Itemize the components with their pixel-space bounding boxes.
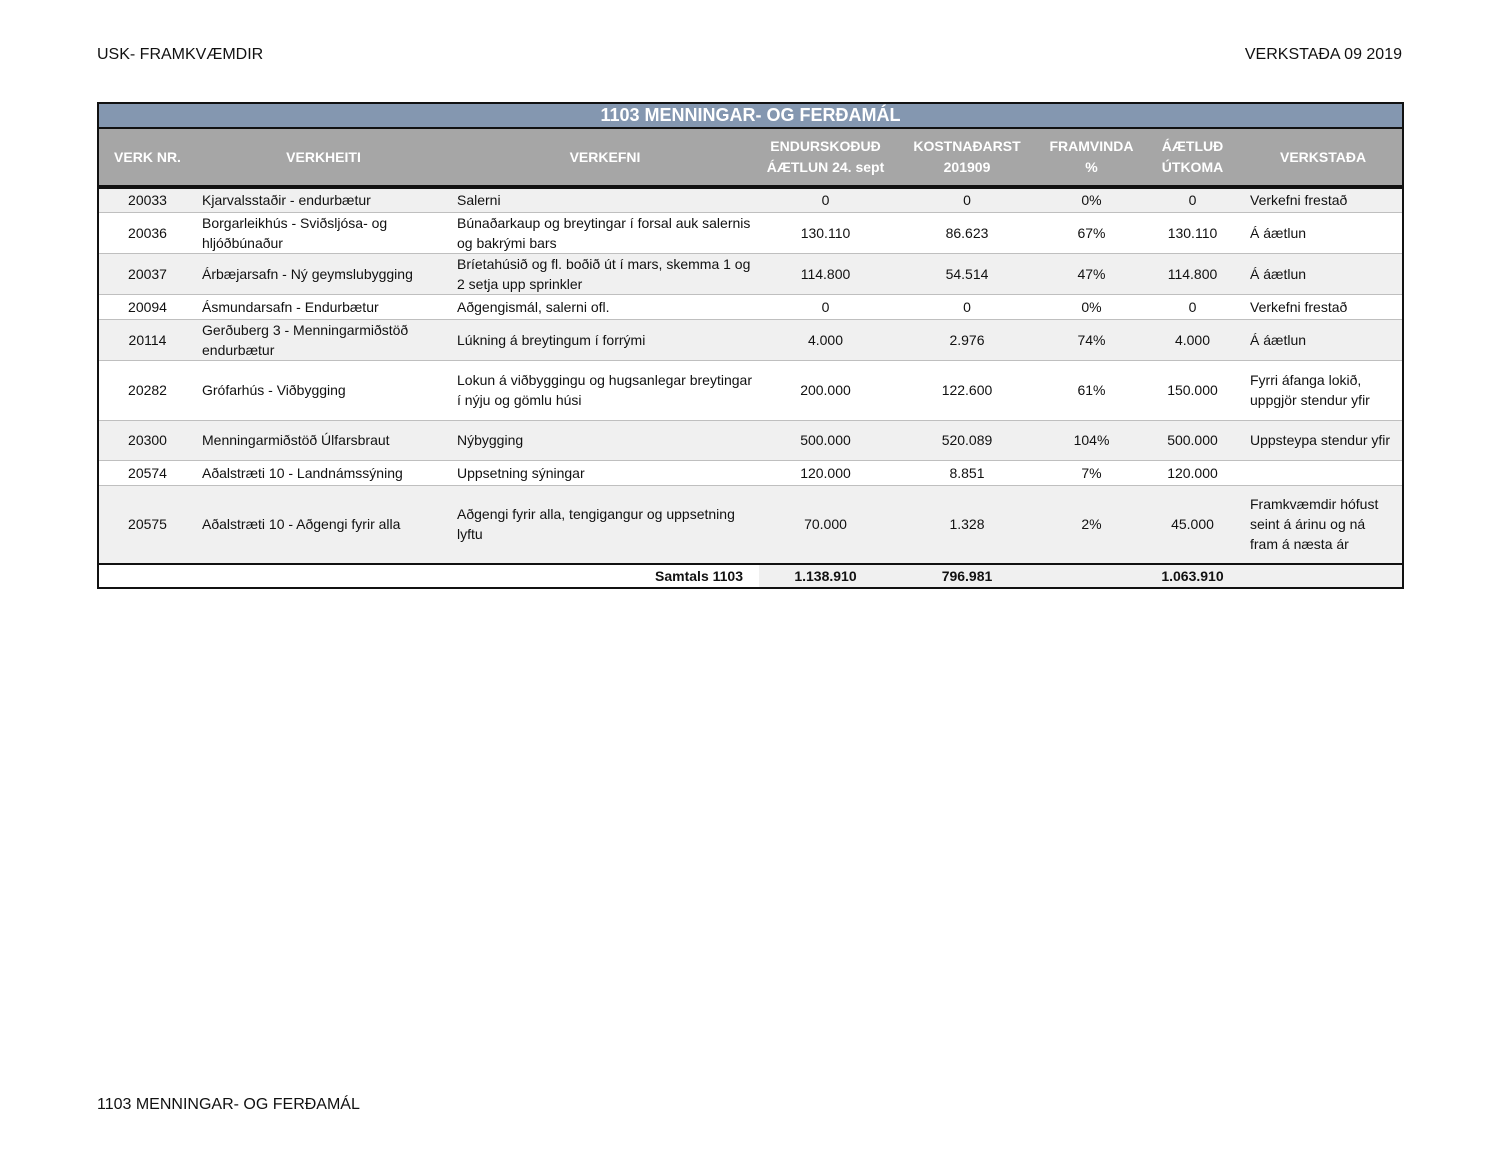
cell-verkstada: Fyrri áfanga lokið, uppgjör stendur yfir <box>1244 360 1403 420</box>
cell-kostnadur: 8.851 <box>892 460 1042 485</box>
cell-kostnadur: 0 <box>892 294 1042 319</box>
cell-kostnadur: 122.600 <box>892 360 1042 420</box>
col-header-kostnadarst-line2: 201909 <box>943 159 991 175</box>
cell-verk-nr: 20282 <box>98 360 196 420</box>
cell-verkefni: Lúkning á breytingum í forrými <box>451 319 759 360</box>
cell-utkoma: 0 <box>1141 187 1244 212</box>
totals-aaetlun: 1.138.910 <box>759 564 892 588</box>
cell-verk-nr: 20037 <box>98 253 196 294</box>
col-header-verkstada: VERKSTAÐA <box>1244 128 1403 187</box>
cell-verkstada: Á áætlun <box>1244 319 1403 360</box>
cell-framvinda: 7% <box>1042 460 1141 485</box>
cell-utkoma: 0 <box>1141 294 1244 319</box>
table-row <box>98 360 1403 420</box>
cell-verk-nr: 20036 <box>98 212 196 253</box>
col-header-endurskodud <box>759 128 892 187</box>
col-header-aetlud <box>1141 128 1244 187</box>
cell-framvinda: 74% <box>1042 319 1141 360</box>
cell-verk-nr: 20575 <box>98 485 196 564</box>
cell-verkefni: Búnaðarkaup og breytingar í forsal auk salernis og bakrými bars <box>451 212 759 253</box>
table-row <box>98 187 1403 212</box>
cell-verkstada: Verkefni frestað <box>1244 187 1403 212</box>
cell-verkstada: Á áætlun <box>1244 212 1403 253</box>
cell-utkoma: 114.800 <box>1141 253 1244 294</box>
cell-kostnadur: 1.328 <box>892 485 1042 564</box>
table-row <box>98 485 1403 564</box>
cell-aaetlun: 500.000 <box>759 420 892 460</box>
totals-framvinda <box>1042 564 1141 588</box>
cell-utkoma: 500.000 <box>1141 420 1244 460</box>
cell-verkheiti: Aðalstræti 10 - Aðgengi fyrir alla <box>196 485 451 564</box>
project-status-table <box>97 102 1404 589</box>
cell-utkoma: 45.000 <box>1141 485 1244 564</box>
cell-verkefni: Aðgengismál, salerni ofl. <box>451 294 759 319</box>
cell-kostnadur: 86.623 <box>892 212 1042 253</box>
totals-row <box>98 564 1403 588</box>
cell-aaetlun: 70.000 <box>759 485 892 564</box>
cell-verkefni: Aðgengi fyrir alla, tengigangur og uppsetning lyftu <box>451 485 759 564</box>
page-header-left: USK- FRAMKVÆMDIR <box>97 46 264 63</box>
page-header-right: VERKSTAÐA 09 2019 <box>1244 46 1402 63</box>
totals-label: Samtals 1103 <box>98 564 759 588</box>
cell-kostnadur: 0 <box>892 187 1042 212</box>
cell-aaetlun: 130.110 <box>759 212 892 253</box>
table-row <box>98 253 1403 294</box>
cell-verkstada: Uppsteypa stendur yfir <box>1244 420 1403 460</box>
col-header-endurskodud-line1: ENDURSKOÐUÐ <box>770 138 881 154</box>
col-header-framvinda-line2: % <box>1085 159 1098 175</box>
cell-framvinda: 104% <box>1042 420 1141 460</box>
totals-utkoma: 1.063.910 <box>1141 564 1244 588</box>
col-header-aetlud-line1: ÁÆTLUÐ <box>1161 138 1224 154</box>
table-row <box>98 420 1403 460</box>
cell-verk-nr: 20300 <box>98 420 196 460</box>
cell-framvinda: 0% <box>1042 294 1141 319</box>
col-header-framvinda <box>1042 128 1141 187</box>
cell-verkstada: Verkefni frestað <box>1244 294 1403 319</box>
table-title: 1103 MENNINGAR- OG FERÐAMÁL <box>98 103 1403 128</box>
cell-verk-nr: 20114 <box>98 319 196 360</box>
page-footer: 1103 MENNINGAR- OG FERÐAMÁL <box>97 1096 360 1113</box>
cell-verkefni: Bríetahúsið og fl. boðið út í mars, skemma 1 og 2 setja upp sprinkler <box>451 253 759 294</box>
col-header-framvinda-line1: FRAMVINDA <box>1049 138 1134 154</box>
table-row <box>98 294 1403 319</box>
col-header-kostnadarst-line1: KOSTNAÐARST <box>913 138 1021 154</box>
cell-framvinda: 2% <box>1042 485 1141 564</box>
cell-verkefni: Nýbygging <box>451 420 759 460</box>
col-header-verkefni: VERKEFNI <box>451 128 759 187</box>
cell-verk-nr: 20094 <box>98 294 196 319</box>
col-header-verkheiti: VERKHEITI <box>196 128 451 187</box>
cell-utkoma: 120.000 <box>1141 460 1244 485</box>
cell-utkoma: 4.000 <box>1141 319 1244 360</box>
cell-verk-nr: 20033 <box>98 187 196 212</box>
cell-kostnadur: 520.089 <box>892 420 1042 460</box>
cell-aaetlun: 4.000 <box>759 319 892 360</box>
col-header-verk-nr: VERK NR. <box>98 128 196 187</box>
cell-verk-nr: 20574 <box>98 460 196 485</box>
cell-framvinda: 47% <box>1042 253 1141 294</box>
cell-aaetlun: 0 <box>759 187 892 212</box>
cell-aaetlun: 0 <box>759 294 892 319</box>
cell-aaetlun: 200.000 <box>759 360 892 420</box>
cell-verkstada: Framkvæmdir hófust seint á árinu og ná fram á næsta ár <box>1244 485 1403 564</box>
cell-verkstada <box>1244 460 1403 485</box>
col-header-endurskodud-line2: ÁÆTLUN 24. sept <box>766 159 885 175</box>
totals-verkstada <box>1244 564 1403 588</box>
table-row <box>98 319 1403 360</box>
cell-aaetlun: 114.800 <box>759 253 892 294</box>
table-row <box>98 460 1403 485</box>
cell-verkheiti: Árbæjarsafn - Ný geymslubygging <box>196 253 451 294</box>
col-header-aetlud-line2: ÚTKOMA <box>1161 159 1224 175</box>
cell-verkheiti: Grófarhús - Viðbygging <box>196 360 451 420</box>
cell-verkheiti: Gerðuberg 3 - Menningarmiðstöð endurbætur <box>196 319 451 360</box>
table-row <box>98 212 1403 253</box>
cell-verkstada: Á áætlun <box>1244 253 1403 294</box>
cell-verkefni: Lokun á viðbyggingu og hugsanlegar breytingar í nýju og gömlu húsi <box>451 360 759 420</box>
cell-framvinda: 67% <box>1042 212 1141 253</box>
cell-verkheiti: Aðalstræti 10 - Landnámssýning <box>196 460 451 485</box>
totals-kostnadur: 796.981 <box>892 564 1042 588</box>
cell-verkheiti: Kjarvalsstaðir - endurbætur <box>196 187 451 212</box>
cell-verkheiti: Ásmundarsafn - Endurbætur <box>196 294 451 319</box>
cell-framvinda: 0% <box>1042 187 1141 212</box>
cell-framvinda: 61% <box>1042 360 1141 420</box>
col-header-kostnadarst <box>892 128 1042 187</box>
cell-kostnadur: 2.976 <box>892 319 1042 360</box>
cell-verkefni: Uppsetning sýningar <box>451 460 759 485</box>
cell-verkheiti: Borgarleikhús - Sviðsljósa- og hljóðbúnaður <box>196 212 451 253</box>
cell-verkheiti: Menningarmiðstöð Úlfarsbraut <box>196 420 451 460</box>
cell-verkefni: Salerni <box>451 187 759 212</box>
cell-aaetlun: 120.000 <box>759 460 892 485</box>
cell-utkoma: 150.000 <box>1141 360 1244 420</box>
cell-utkoma: 130.110 <box>1141 212 1244 253</box>
cell-kostnadur: 54.514 <box>892 253 1042 294</box>
